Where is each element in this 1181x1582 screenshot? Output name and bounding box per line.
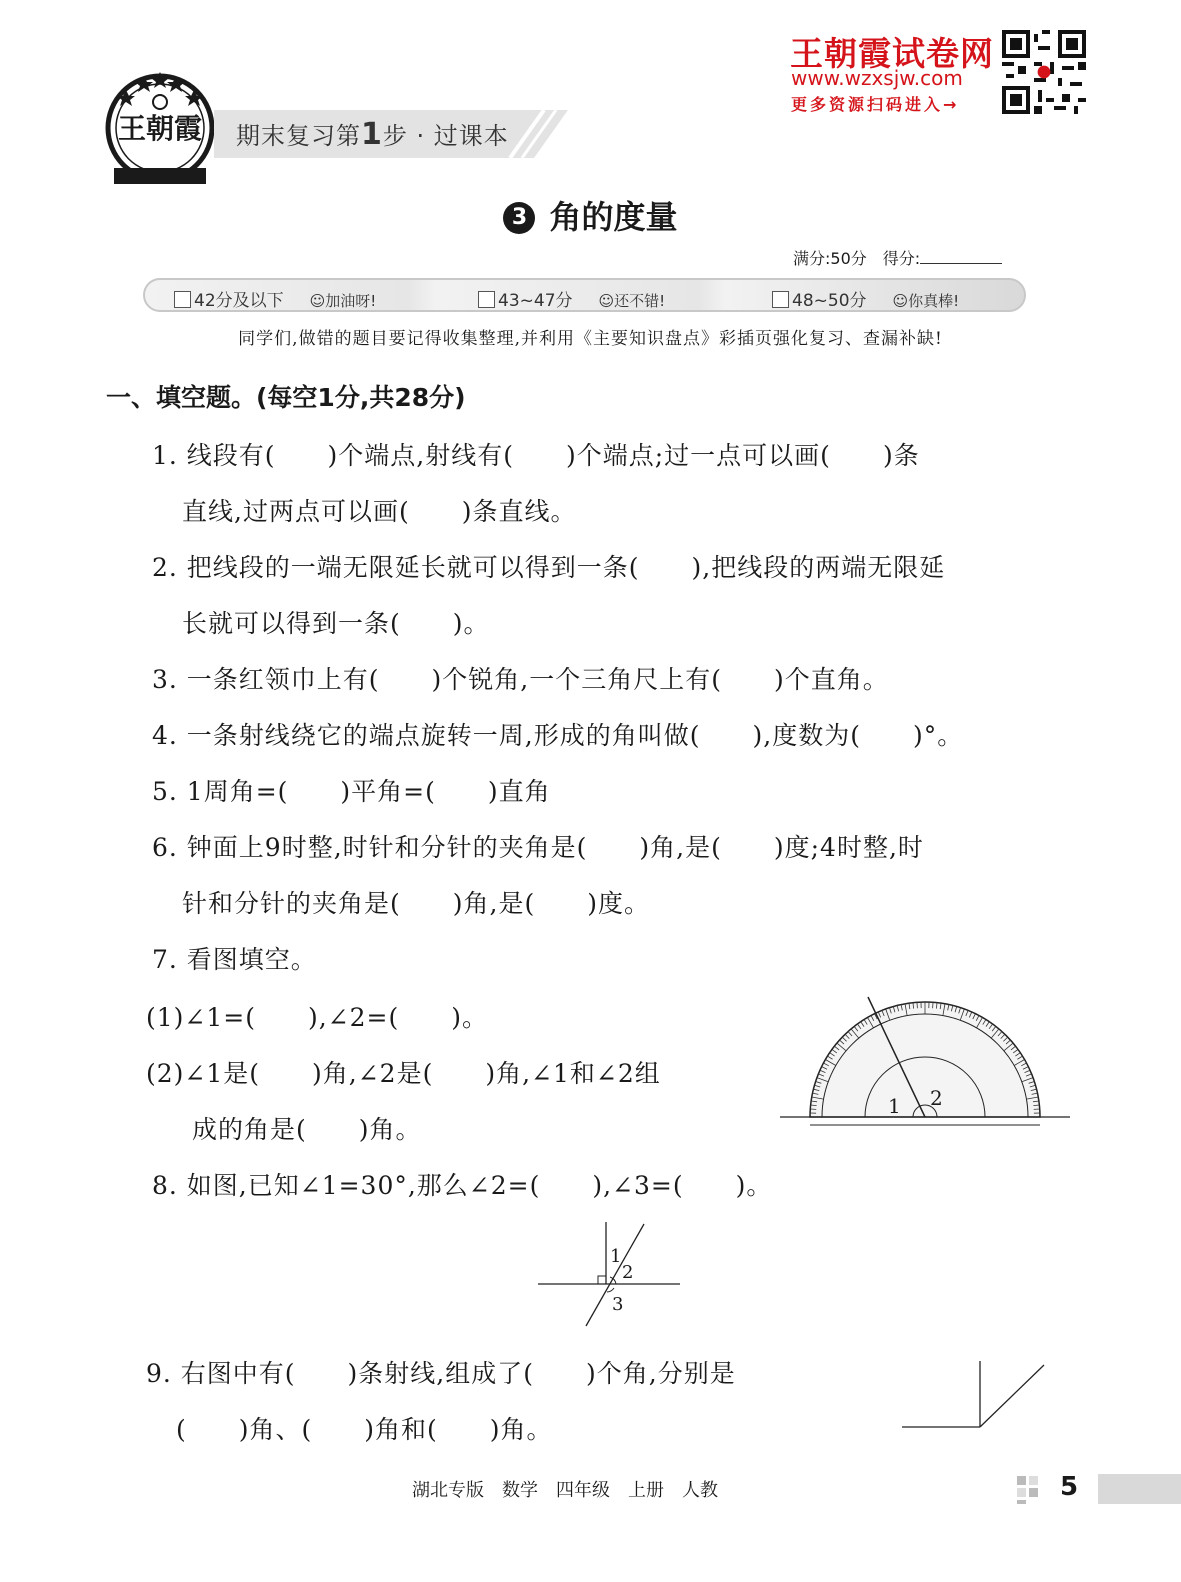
banner-post: 步 · 过课本 (382, 122, 509, 150)
banner-step-num: 1 (361, 117, 383, 152)
question-7-part-1: (1)∠1=( ),∠2=( )。 (146, 1003, 488, 1032)
question-9-line-2: ( )角、( )角和( )角。 (176, 1415, 553, 1444)
section-heading: 一、填空题。(每空1分,共28分) (106, 383, 466, 412)
protractor-figure (780, 995, 1070, 1127)
angle-1-label: 1 (610, 1246, 622, 1267)
question-7: 7. 看图填空。 (152, 945, 317, 974)
level-range: 43~47分 (498, 291, 573, 311)
qr-code-icon[interactable] (1002, 30, 1086, 114)
full-score: 满分:50分 (793, 249, 867, 268)
level-2 (478, 286, 665, 311)
question-2-line-2: 长就可以得到一条( )。 (182, 609, 490, 638)
question-1-line-2: 直线,过两点可以画( )条直线。 (182, 497, 577, 526)
question-5: 5. 1周角=( )平角=( )直角 (152, 777, 551, 806)
page-number: 5 (1060, 1472, 1079, 1502)
unit-title-text: 角的度量 (549, 198, 678, 236)
level-comment: 加油呀! (325, 292, 377, 310)
got-score-label: 得分: (882, 249, 921, 268)
wangzhaoxia-logo (104, 68, 216, 190)
question-7-part-2-line-2: 成的角是( )角。 (192, 1115, 422, 1144)
level-range: 48~50分 (792, 291, 867, 311)
brand-scan-hint: 更多资源扫码进入→ (791, 95, 960, 114)
level-comment: 你真棒! (908, 292, 960, 310)
smiley-icon: ☺加油呀! (309, 292, 377, 310)
checkbox[interactable] (478, 291, 495, 308)
question-6-line-2: 针和分针的夹角是( )角,是( )度。 (182, 889, 650, 918)
unit-number-badge: 3 (503, 202, 535, 234)
brand-name: 王朝霞试卷网 (790, 34, 994, 73)
score-blank[interactable] (920, 249, 1002, 264)
rays-figure (898, 1355, 1048, 1435)
question-9-line-1: 9. 右图中有( )条射线,组成了( )个角,分别是 (146, 1359, 736, 1388)
checkbox[interactable] (772, 291, 789, 308)
logo-text: 王朝霞 (117, 112, 203, 145)
smiley-icon: ☺你真棒! (892, 292, 960, 310)
question-6-line-1: 6. 钟面上9时整,时针和分针的夹角是( )角,是( )度;4时整,时 (152, 833, 924, 862)
angle-3-label: 3 (612, 1294, 624, 1315)
score-line (793, 246, 1002, 269)
smiley-icon: ☺还不错! (598, 292, 666, 310)
level-3 (772, 286, 959, 311)
checkbox[interactable] (174, 291, 191, 308)
question-1-line-1: 1. 线段有( )个端点,射线有( )个端点;过一点可以画( )条 (152, 441, 920, 470)
level-range: 42分及以下 (194, 291, 284, 311)
angle-2-label: 2 (930, 1086, 943, 1110)
banner-pre: 期末复习第 (236, 122, 361, 150)
step-banner (236, 116, 509, 152)
question-4: 4. 一条射线绕它的端点旋转一周,形成的角叫做( ),度数为( )°。 (152, 721, 964, 750)
angle-1-label: 1 (888, 1094, 901, 1118)
question-2-line-1: 2. 把线段的一端无限延长就可以得到一条( ),把线段的两端无限延 (152, 553, 946, 582)
footer-bar (1098, 1474, 1181, 1504)
intersecting-lines-figure (534, 1220, 684, 1330)
question-7-part-2-line-1: (2)∠1是( )角,∠2是( )角,∠1和∠2组 (146, 1059, 661, 1088)
footer-decoration (1015, 1474, 1049, 1504)
level-comment: 还不错! (614, 292, 666, 310)
unit-title (0, 192, 1181, 238)
brand-url[interactable]: www.wzxsjw.com (791, 66, 963, 90)
question-3: 3. 一条红领巾上有( )个锐角,一个三角尺上有( )个直角。 (152, 665, 889, 694)
footer-edition: 湖北专版 数学 四年级 上册 人教 (412, 1480, 718, 1501)
question-8: 8. 如图,已知∠1=30°,那么∠2=( ),∠3=( )。 (152, 1171, 773, 1200)
angle-2-label: 2 (622, 1262, 634, 1283)
level-1 (174, 286, 376, 311)
review-tip: 同学们,做错的题目要记得收集整理,并利用《主要知识盘点》彩插页强化复习、查漏补缺! (238, 329, 943, 349)
